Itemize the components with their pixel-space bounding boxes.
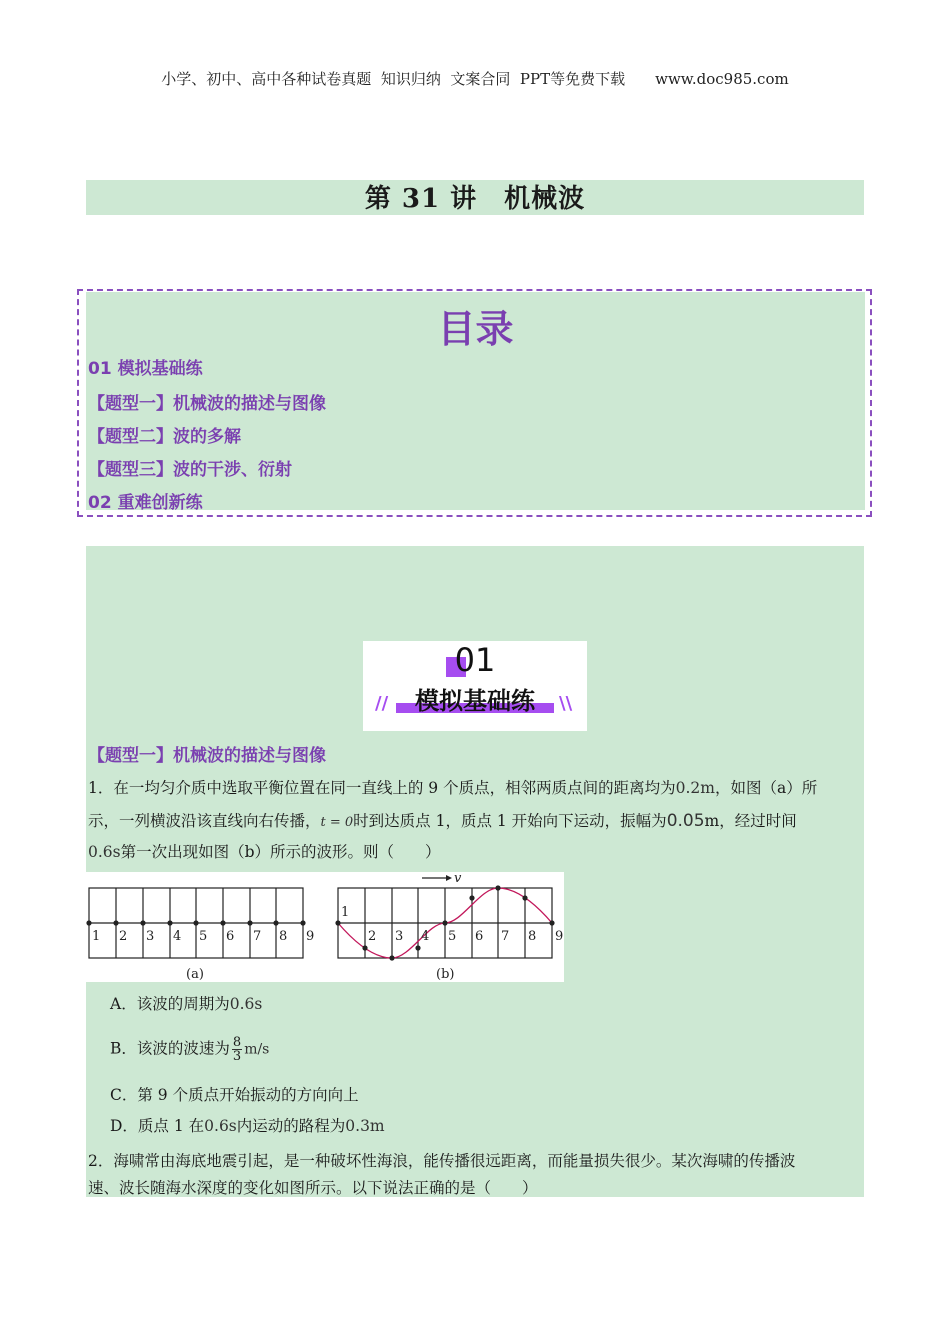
table-of-contents — [77, 289, 872, 517]
option-a-text: A．该波的周期为 — [110, 995, 230, 1013]
option-b-fraction: $\frac{8}{3}$ — [232, 1035, 242, 1064]
q1-line-3 — [88, 842, 441, 862]
toc-panel — [86, 292, 865, 513]
fig-b-label-6: 6 — [475, 929, 484, 944]
fig-b-label-7: 7 — [501, 929, 510, 944]
banner-slash-left: // — [375, 693, 389, 714]
option-d[interactable] — [110, 1116, 385, 1136]
fig-b-label-4: 4 — [421, 929, 430, 944]
banner-label: 模拟基础练 — [415, 687, 535, 715]
option-d-text: D．质点 1 在 — [110, 1117, 205, 1135]
title-bar — [86, 180, 864, 215]
toc-item-type3[interactable]: 【题型三】波的干涉、衍射 — [88, 460, 292, 480]
fig-a-label-3: 3 — [146, 929, 155, 944]
page-title: 第 31 讲 机械波 — [364, 184, 586, 214]
fig-b-label-8: 8 — [528, 929, 537, 944]
q1-text: m，经过时间 — [704, 812, 797, 830]
section-basic-practice — [86, 546, 864, 1197]
toc-heading: 目录 — [437, 307, 514, 351]
section-banner — [363, 641, 587, 731]
banner-number: 01 — [454, 641, 496, 679]
option-b-unit: m/s — [244, 1041, 270, 1058]
q2-line-2: 速、波长随海水深度的变化如图所示。以下说法正确的是（ ） — [88, 1179, 538, 1197]
q2-line-1: 2．海啸常由海底地震引起，是一种破坏性海浪，能传播很远距离，而能量损失很少。某次海啸的传播波 — [88, 1152, 796, 1170]
q1-amplitude-value: 0.05 — [666, 811, 705, 831]
q1-text: 1．在一均匀介质中选取平衡位置在同一直线上的 9 个质点，相邻两质点间的距离均为 — [88, 779, 676, 797]
fig-b-label-3: 3 — [395, 929, 404, 944]
option-d-time: 0.6s — [204, 1117, 237, 1135]
q1-figure — [86, 872, 564, 982]
q1-time-zero: t = 0 — [320, 815, 354, 830]
option-b-text: B．该波的波速为 — [110, 1039, 230, 1058]
toc-item-basic[interactable]: 01 模拟基础练 — [88, 359, 203, 379]
fig-a-label-6: 6 — [226, 929, 235, 944]
fig-a-label-4: 4 — [173, 929, 182, 944]
fig-a-label-8: 8 — [279, 929, 288, 944]
q1-text: ，如图（a）所 — [714, 779, 818, 797]
fig-b-label-1: 1 — [341, 905, 350, 920]
q1-text: 第一次出现如图（b）所示的波形。则（ ） — [120, 843, 441, 861]
fig-b-label-2: 2 — [368, 929, 377, 944]
fig-b-caption: (b) — [436, 967, 455, 982]
question-type-heading: 【题型一】机械波的描述与图像 — [88, 746, 326, 766]
fig-b-label-9: 9 — [555, 929, 564, 944]
banner-slash-right: \\ — [559, 693, 573, 714]
fig-a-label-9: 9 — [306, 929, 315, 944]
option-c-text: C．第 9 个质点开始振动的方向向上 — [110, 1086, 359, 1104]
fig-a-caption: (a) — [186, 967, 204, 982]
wave-diagram — [86, 872, 564, 982]
toc-item-type1[interactable]: 【题型一】机械波的描述与图像 — [88, 394, 326, 414]
option-a[interactable] — [110, 994, 262, 1014]
velocity-label: v — [454, 872, 462, 886]
fig-a-label-5: 5 — [199, 929, 208, 944]
q1-spacing-value: 0.2m — [675, 779, 715, 797]
option-c[interactable] — [110, 1085, 359, 1105]
fig-a-label-1: 1 — [92, 929, 101, 944]
site-url[interactable]: www.doc985.com — [655, 70, 789, 88]
q1-text: 示，一列横波沿该直线向右传播， — [88, 812, 321, 830]
q1-time-value: 0.6s — [88, 843, 121, 861]
q1-line-2 — [88, 811, 797, 833]
page-header — [0, 68, 950, 89]
site-description: 小学、初中、高中各种试卷真题 知识归纳 文案合同 PPT等免费下载 — [161, 70, 626, 88]
toc-item-advanced[interactable]: 02 重难创新练 — [88, 493, 203, 513]
toc-item-type2[interactable]: 【题型二】波的多解 — [88, 427, 241, 447]
fig-a-label-2: 2 — [119, 929, 128, 944]
velocity-arrow — [422, 875, 452, 881]
q1-line-1 — [88, 778, 817, 798]
fig-a-label-7: 7 — [253, 929, 262, 944]
fig-b-label-5: 5 — [448, 929, 457, 944]
option-d-distance: 0.3m — [345, 1117, 385, 1135]
option-a-value: 0.6s — [229, 995, 263, 1013]
q1-text: 时到达质点 1，质点 1 开始向下运动，振幅为 — [353, 812, 667, 830]
option-d-text: 内运动的路程为 — [236, 1117, 346, 1135]
option-b[interactable] — [110, 1036, 269, 1063]
